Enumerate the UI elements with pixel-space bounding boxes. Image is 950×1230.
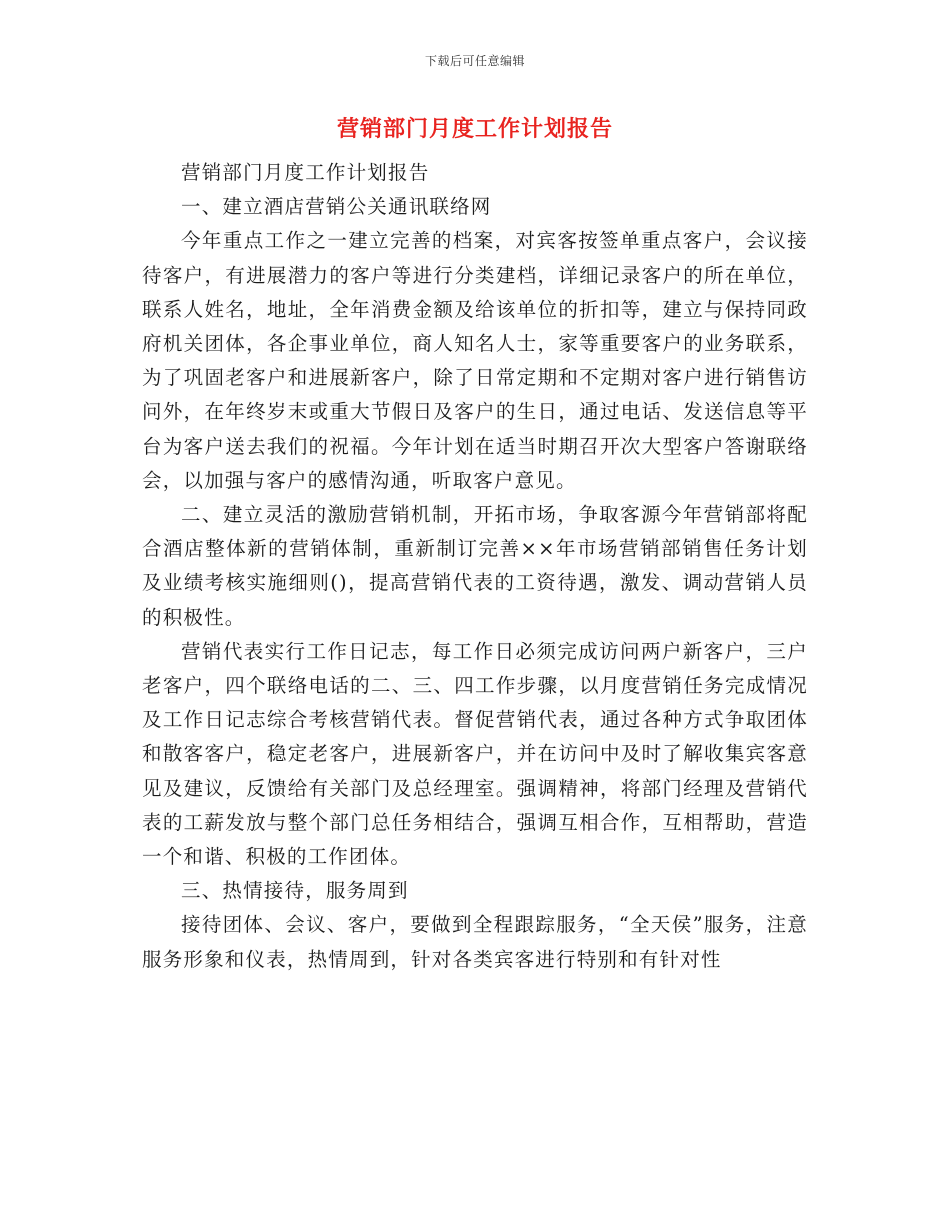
section-heading-3: 三、热情接待，服务周到: [181, 879, 409, 903]
section-heading-2: 二、建立灵活的激励营销机制，开拓市场，争取客源今年营销部将配合酒店整体新的营销体制，重新制订完善××年市场营销部销售任务计划及业绩考核实施细则()，提高营销代表的工资待遇，激发、调动营销人员的积极性。: [142, 503, 808, 629]
paragraph-subtitle: 营销部门月度工作计划报告: [181, 161, 430, 184]
section-heading-1: 一、建立酒店营销公关通讯联络网: [181, 195, 492, 219]
document-body: [142, 156, 808, 977]
document-title: 营销部门月度工作计划报告: [336, 116, 613, 142]
header-note: 下载后可任意编辑: [424, 54, 525, 68]
paragraph: 接待团体、会议、客户，要做到全程跟踪服务，“全天侯”服务，注意服务形象和仪表，热情周到，针对各类宾客进行特别和有针对性: [142, 913, 808, 971]
paragraph: 营销代表实行工作日记志，每工作日必须完成访问两户新客户，三户老客户，四个联络电话的二、三、四工作步骤，以月度营销任务完成情况及工作日记志综合考核营销代表。督促营销代表，通过各种方式争取团体和散客客户，稳定老客户，进展新客户，并在访问中及时了解收集宾客意见及建议，反馈给有关部门及总经理室。强调精神，将部门经理及营销代表的工薪发放与整个部门总任务相结合，强调互相合作，互相帮助，营造一个和谐、积极的工作团体。: [142, 639, 808, 869]
paragraph: 今年重点工作之一建立完善的档案，对宾客按签单重点客户，会议接待客户，有进展潜力的客户等进行分类建档，详细记录客户的所在单位，联系人姓名，地址，全年消费金额及给该单位的折扣等，建立与保持同政府机关团体，各企事业单位，商人知名人士，家等重要客户的业务联系，为了巩固老客户和进展新客户，除了日常定期和不定期对客户进行销售访问外，在年终岁末或重大节假日及客户的生日，通过电话、发送信息等平台为客户送去我们的祝福。今年计划在适当时期召开次大型客户答谢联络会，以加强与客户的感情沟通，听取客户意见。: [142, 229, 808, 492]
